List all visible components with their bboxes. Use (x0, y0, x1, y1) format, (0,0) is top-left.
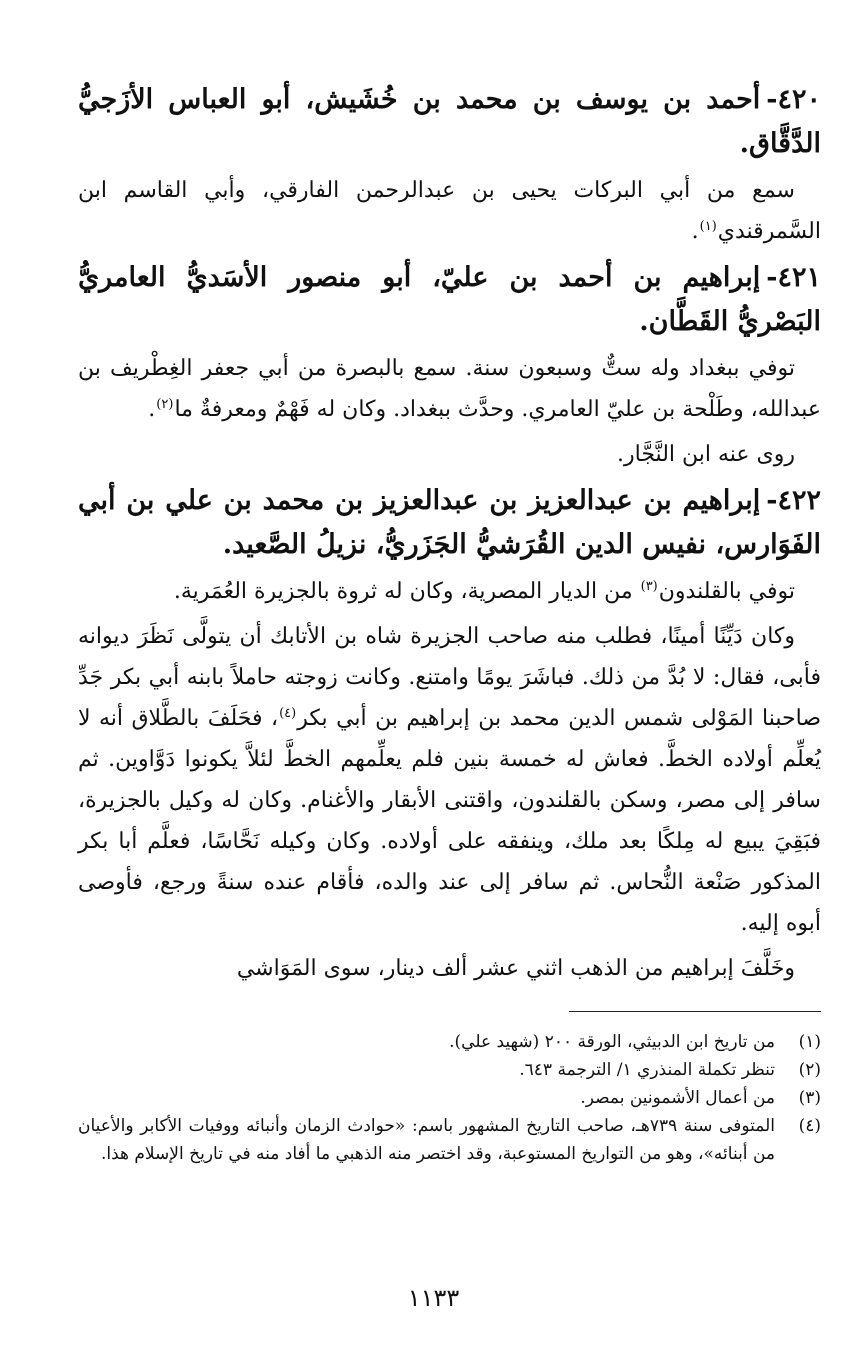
footnote-ref: (٣) (640, 578, 658, 594)
entry-paragraph (78, 948, 821, 989)
entry-paragraph (78, 170, 821, 252)
entry-heading-422 (78, 479, 821, 567)
paragraph-text-after: . (148, 397, 156, 422)
footnote-text: المتوفى سنة ٧٣٩هـ، صاحب التاريخ المشهور باسم: «حوادث الزمان وأنبائه ووفيات الأكابر والأعيان من أبنائه»، وهو من التواريخ المستوعبة، وقد اختصر منه الذهبي ما أفاد منه في تاريخ الإسلام هذا. (78, 1116, 775, 1164)
footnote-number: (١) (798, 1032, 821, 1052)
paragraph-text: وخَلَّفَ إبراهيم من الذهب اثني عشر ألف دينار، سوى المَوَاشي (236, 956, 795, 981)
footnote-item (78, 1112, 821, 1168)
footnote-ref: (٢) (156, 396, 174, 412)
paragraph-text-after: ، فحَلَفَ بالطَّلاق أنه لا يُعلِّم أولاده الخطَّ. فعاش له خمسة بنين فلم يعلِّمهم الخطَّ لئلاَّ يكونوا دَوَّاوين. ثم سافر إلى مصر، وسكن بالقلندون، واقتنى الأبقار والأغنام. وكان له وكيل بالجزيرة، فبَقِيَ يبيع له مِلكًا بعد ملك، وينفقه على أولاده. وكان وكيله نَحَّاسًا، فعلَّم أبا بكر المذكور صَنْعة النُّحاس. ثم سافر إلى عند والده، فأقام عنده سنةً ورجع، فأوصى أبوه إليه. (78, 706, 821, 936)
entry-paragraph (78, 616, 821, 944)
page-number: ١١٣٣ (407, 1284, 460, 1312)
paragraph-text: توفي بالقلندون (658, 579, 795, 604)
paragraph-text: سمع من أبي البركات يحيى بن عبدالرحمن الفارقي، وأبي القاسم ابن السَّمرقندي (78, 178, 821, 244)
footnote-item (78, 1028, 821, 1056)
paragraph-text-after: . (691, 219, 699, 244)
footnote-text: من أعمال الأشمونين بمصر. (580, 1088, 775, 1108)
entry-paragraph (78, 348, 821, 430)
paragraph-text: روى عنه ابن النَّجَّار. (617, 442, 795, 467)
footnote-item (78, 1056, 821, 1084)
footnote-item (78, 1084, 821, 1112)
footnotes (78, 1028, 821, 1168)
entry-number: ٤٢٢- (766, 485, 821, 516)
footnote-divider (569, 1011, 821, 1012)
footnote-number: (٢) (798, 1060, 821, 1080)
entry-number: ٤٢٠- (766, 84, 821, 115)
footnote-ref: (٤) (279, 705, 297, 721)
footnote-ref: (١) (699, 218, 717, 234)
footnote-number: (٤) (798, 1116, 821, 1136)
entry-title: إبراهيم بن أحمد بن عليّ، أبو منصور الأسَديُّ العامريُّ البَصْريُّ القَطَّان. (78, 262, 821, 337)
footnote-number: (٣) (798, 1088, 821, 1108)
entry-title: أحمد بن يوسف بن محمد بن خُشَيش، أبو العباس الأزَجيُّ الدَّقَّاق. (78, 84, 821, 159)
entry-title: إبراهيم بن عبدالعزيز بن عبدالعزيز بن محمد بن علي بن أبي الفَوَارس، نفيس الدين القُرَشيُّ الجَزَريُّ، نزيلُ الصَّعيد. (78, 485, 821, 560)
entry-heading-421 (78, 256, 821, 344)
entry-number: ٤٢١- (766, 262, 821, 293)
paragraph-text: وكان دَيِّنًا أمينًا، فطلب منه صاحب الجزيرة شاه بن الأتابك أن يتولَّى نَظَرَ ديوانه فأبى، فقال: لا بُدَّ من ذلك. فباشَرَ يومًا وامتنع. وكانت زوجته حاملاً بابنه أبي بكر جَدِّ صاحبنا المَوْلى شمس الدين محمد بن إبراهيم بن أبي بكر (78, 624, 821, 731)
entry-heading-420 (78, 78, 821, 166)
paragraph-text-after: من الديار المصرية، وكان له ثروة بالجزيرة العُمَرية. (173, 579, 640, 604)
entry-paragraph (78, 571, 821, 612)
footnote-text: تنظر تكملة المنذري ١/ الترجمة ٦٤٣. (519, 1060, 775, 1080)
paragraph-text: توفي ببغداد وله ستٌّ وسبعون سنة. سمع بالبصرة من أبي جعفر الغِطْريف بن عبدالله، وطَلْحة بن عليّ العامري. وحدَّث ببغداد. وكان له فَهْمٌ ومعرفةٌ ما (78, 356, 821, 422)
footnote-text: من تاريخ ابن الدبيثي، الورقة ٢٠٠ (شهيد علي). (449, 1032, 775, 1052)
entry-paragraph (78, 434, 821, 475)
